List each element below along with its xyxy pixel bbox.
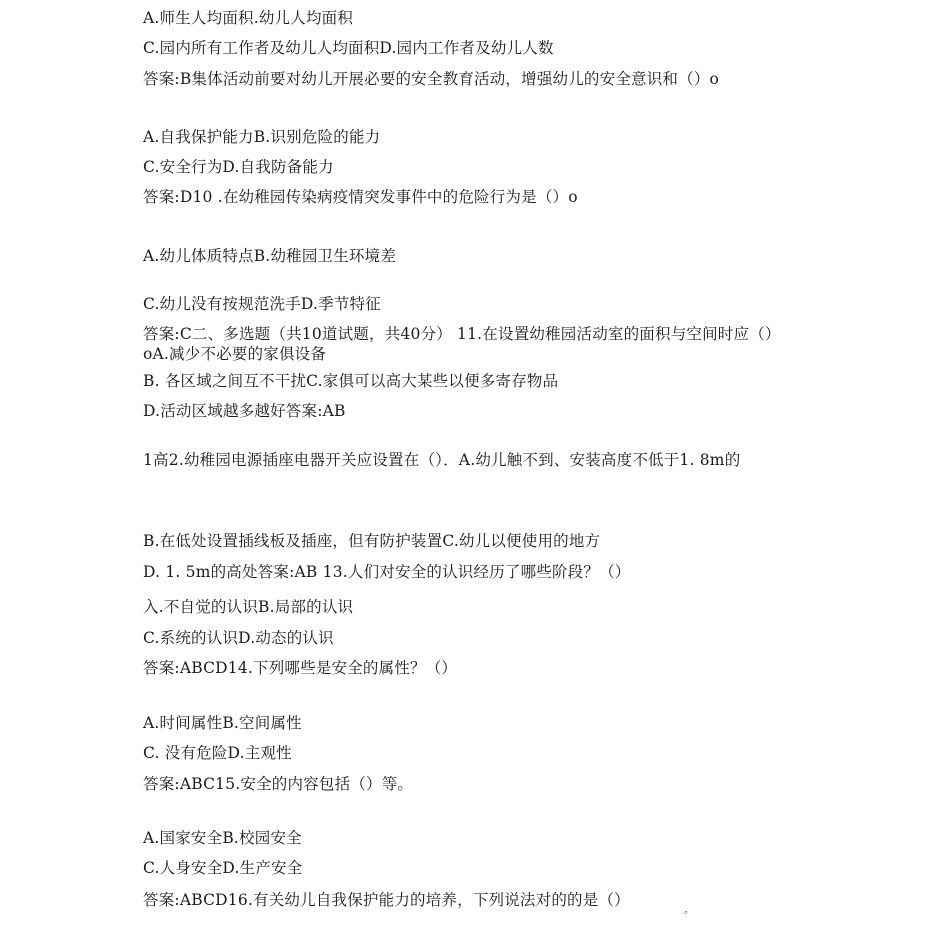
text-line: D. 1. 5m的高处答案:AB 13.人们对安全的认识经历了哪些阶段？（） (143, 563, 631, 581)
text-line: A.幼儿体质特点B.幼稚园卫生环境差 (143, 247, 397, 265)
text-line: C.园内所有工作者及幼儿人均面积D.园内工作者及幼儿人数 (143, 39, 554, 57)
text-line: 答案:B集体活动前要对幼儿开展必要的安全教育活动，增强幼儿的安全意识和（）o (143, 70, 720, 88)
text-line: C.系统的认识D.动态的认识 (143, 629, 334, 647)
text-paragraph: 答案:C二、多选题（共10道试题，共40分） 11.在设置幼稚园活动室的面积与空间时应（）oA.减少不必要的家俱设备 (143, 325, 781, 363)
text-line: A.国家安全B.校园安全 (143, 829, 302, 847)
text-line: C.安全行为D.自我防备能力 (143, 158, 334, 176)
text-line: 答案:ABCD16.有关幼儿自我保护能力的培养，下列说法对的的是（） (143, 891, 630, 909)
text-line: 答案:ABCD14.下列哪些是安全的属性？（） (143, 659, 458, 677)
text-line: A.自我保护能力B.识别危险的能力 (143, 128, 381, 146)
trailing-mark: 。 (684, 905, 694, 916)
text-line: C.幼儿没有按规范洗手D.季节特征 (143, 295, 381, 313)
text-line: 答案:ABC15.安全的内容包括（）等。 (143, 775, 414, 793)
text-line: 入.不自觉的认识B.局部的认识 (143, 598, 354, 616)
text-line: C. 没有危险D.主观性 (143, 744, 292, 762)
text-paragraph: 1高2.幼稚园电源插座电器开关应设置在（）．A.幼儿触不到、安装高度不低于1. 8m的 (143, 451, 741, 469)
text-line: B. 各区域之间互不干扰C.家俱可以高大某些以便多寄存物品 (143, 372, 559, 390)
text-line: B.在低处设置插线板及插座，但有防护装置C.幼儿以便使用的地方 (143, 532, 601, 550)
text-line: C.人身安全D.生产安全 (143, 859, 303, 877)
text-line: A.师生人均面积.幼儿人均面积 (143, 9, 354, 27)
text-line: 答案:D10 .在幼稚园传染病疫情突发事件中的危险行为是（）o (143, 188, 578, 206)
text-line: A.时间属性B.空间属性 (143, 714, 302, 732)
text-line: D.活动区域越多越好答案:AB (143, 402, 346, 420)
